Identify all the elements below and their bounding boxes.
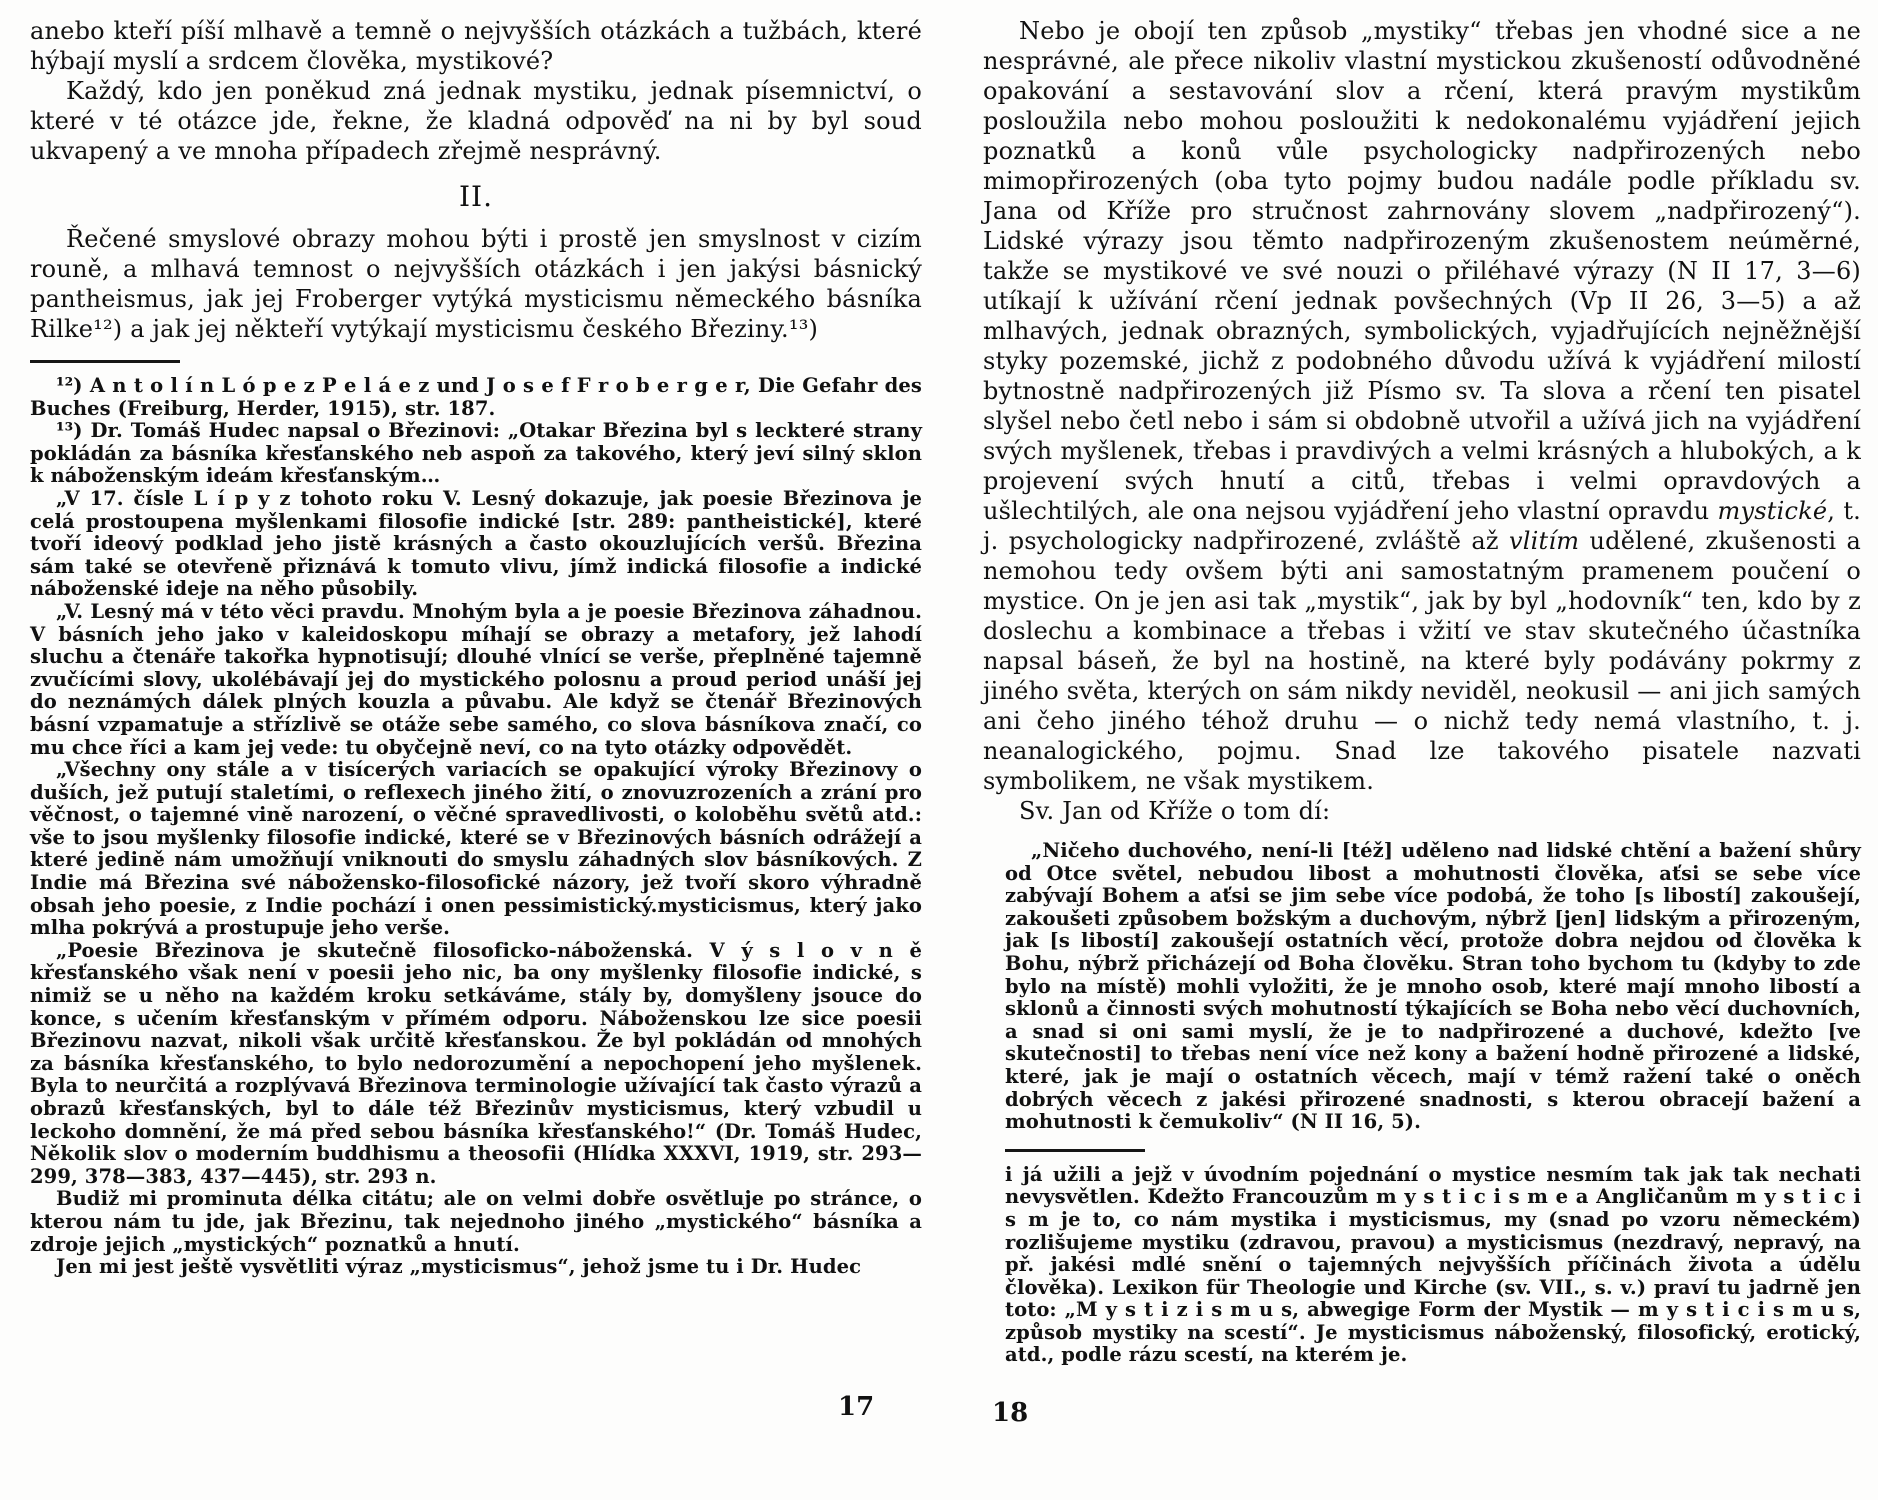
- body-paragraph: anebo kteří píší mlhavě a temně o nejvyšších otázkách a tužbách, které hýbají myslí a srdcem člověka, mystikové?: [30, 17, 922, 75]
- body-paragraph: Sv. Jan od Kříže o tom dí:: [1019, 797, 1331, 825]
- paragraph-segment: udělené, zkušenosti a nemohou tedy ovšem býti ani samostatným pramenem poučení o mystice. On je jen asi tak „mystik“, jak by byl „hodovník“ ten, kdo by z doslechu a kombinace a třebas i vžití ve stav skutečného účastníka napsal báseň, že byl na hostině, na které byly podávány pokrmy z jiného světa, kterých on sám nikdy neviděl, neokusil — ani jich samých ani čeho jiného téhož druhu — o nichž tedy nemá vlastního, t. j. neanalogického, pojmu. Snad lze takového pisatele nazvati symbolikem, ne však mystikem.: [983, 527, 1861, 795]
- footnote-paragraph: „V. Lesný má v této věci pravdu. Mnohým byla a je poesie Březinova záhadnou. V básních jeho jako v kaleidoskopu míhají se obrazy a metafory, jež lahodí sluchu a čtenáře takořka hypnotisují; dlouhé vlnící se verše, přeplněné tajemně zvučícími slovy, ukolébávají jej do mystického polosnu a proud period unáší jej do neznámých dálek plných kouzla a půvabu. Ale když se čtenář Březinových básní vzpamatuje a střízlivě se otáže sebe samého, co slova básníkova značí, co mu chce říci a kam jej vede: tu obyčejně neví, co na tyto otázky odpovědět.: [30, 599, 922, 759]
- paragraph-segment: Nebo je obojí ten způsob „mystiky“ třebas jen vhodné sice a ne nesprávné, ale přece nikoliv vlastní mystickou zkušeností odůvodněné opakování a sestavování slov a rčení, která pravým mystikům posloužila nebo mohou posloužiti k nedokonalému vyjádření jejich poznatků a konů vůle psychologicky nadpřirozených nebo mimopřirozených (oba tyto pojmy budou nadále podle příkladu sv. Jana od Kříže pro stručnost zahrnovány slovem „nadpřirozený“). Lidské výrazy jsou těmto nadpřirozeným zkušenostem neúměrné, takže se mystikové ve své nouzi o přiléhavé výrazy (N II 17, 3—6) utíkají k užívání rčení jednak povšechných (Vp II 26, 3—5) a až mlhavých, jednak obrazných, symbolických, vyjadřujících nejněžnější styky pozemské, jichž z podobného důvodu užívá k vyjádření milostí bytnostně nadpřirozených již Písmo sv. Ta slova a rčení ten pisatel slyšel nebo četl nebo i sám si obdobně utvořil a užívá jich na vyjádření svých myšlenek, třebas i pravdivých a velmi krásných a hlubokých, a k projevení svých hnutí a citů, třebas i velmi opravdových a ušlechtilých, ale ona nejsou vyjádření jeho vlastní opravdu: [983, 17, 1861, 525]
- italic-term: vlitím: [1509, 527, 1580, 555]
- footnote-rule: [30, 360, 180, 363]
- footnote-paragraph: ¹²) A n t o l í n L ó p e z P e l á e z und J o s e f F r o b e r g e r, Die Gefahr des Buches (Freiburg, Herder, 1915), str. 187.: [30, 374, 922, 420]
- footnote-paragraph: Jen mi jest ještě vysvětliti výraz „mysticismus“, jehož jsme tu i Dr. Hudec: [56, 1255, 862, 1279]
- body-paragraph: Řečené smyslové obrazy mohou býti i prostě jen smyslnost v cizím rouně, a mlhavá temnost o nejvyšších otázkách i jen jakýsi básnický pantheismus, jak jej Froberger vytýká mysticismu německého básníka Rilke¹²) a jak jej někteří vytýkají mysticismu českého Březiny.¹³): [30, 225, 922, 343]
- italic-term: mystické: [1717, 497, 1828, 525]
- right-page: [983, 16, 1861, 1367]
- footnote-paragraph: „Poesie Březinova je skutečně filosoficko-náboženská. V ý s l o v n ě křesťanského však není v poesii jeho nic, ba ony myšlenky filosofie indické, s nimiž se u něho na každém kroku setkáváme, stály by, domyšleny jsouce do konce, s učením křesťanským v přímém odporu. Náboženskou lze sice poesii Březinovu nazvat, nikoli však určitě křesťanskou. Že byl pokládán od mnohých za básníka křesťanského, to bylo nedorozumění a nepochopení jeho myšlenek. Byla to neurčitá a rozplývavá Březinova terminologie užívající tak často výrazů a obrazů křesťanských, byl to dále též Březinův mysticismus, který vzbudil u leckoho domnění, že má před sebou básníka křesťanského!“ (Dr. Tomáš Hudec, Několik slov o moderním buddhismu a theosofii (Hlídka XXXVI, 1919, str. 293—299, 378—383, 437—445), str. 293 n.: [30, 938, 922, 1188]
- footnote-rule: [1005, 1149, 1145, 1152]
- section-heading: II.: [458, 180, 494, 213]
- footnote-paragraph: „Všechny ony stále a v tisícerých variacích se opakující výroky Březinovy o duších, jež putují staletími, o reflexech jiného žití, o znovuzrozeních a zrání pro věčnost, o tajemné vině narození, o věčné spravedlivosti, o koloběhu světů atd.: vše to jsou myšlenky filosofie indické, které se v Březinových básních odrážejí a které jedině nám umožňují vniknouti do smyslu záhadných slov básníkových. Z Indie má Březina své nábožensko-filosofické názory, jež tvoří skoro výhradně obsah jeho poesie, z Indie pochází i onen pessimistický.mysticismus, který jako mlha pokrývá a prostupuje jeho verše.: [30, 758, 922, 940]
- page-number: 17: [838, 1392, 875, 1422]
- body-paragraph: [983, 16, 1861, 796]
- footnote-paragraph: Budiž mi prominuta délka citátu; ale on velmi dobře osvětluje po stránce, o kterou nám tu jde, jak Březinu, tak nejednoho jiného „mystického“ básníka a zdroje jejich „mystických“ poznatků a hnutí.: [30, 1187, 922, 1256]
- footnote-paragraph: „V 17. čísle L í p y z tohoto roku V. Lesný dokazuje, jak poesie Březinova je celá prostoupena myšlenkami filosofie indické [str. 289: pantheistické], které tvoří ideový podklad jeho jistě krásných a často okouzlujících veršů. Březina sám také se otevřeně přiznává k tomuto vlivu, jímž indická filosofie a indické náboženské ideje na něho působily.: [30, 486, 922, 601]
- quote-block: „Ničeho duchového, není-li [též] uděleno nad lidské chtění a bažení shůry od Otce světel, nebudou libost a mohutnosti člověka, aťsi se sebe více zabývají Bohem a aťsi se jim sebe více podobá, že toho [s libostí] zakoušejí, zakoušeti způsobem božským a duchovým, nýbrž [jen] lidským a přirozeným, jak [s libostí] zakoušejí ostatních věcí, protože dobra nejdou od člověka k Bohu, nýbrž přicházejí od Boha člověku. Stran toho bychom tu (kdyby to zde bylo na místě) mohli vyložiti, že je mnoho osob, které mají mnoho libostí a sklonů a činnosti svých mohutností týkajících se Boha nebo věcí duchovních, a snad si oni sami myslí, že je to nadpřirozené a duchové, kdežto [ve skutečnosti] to třebas není více než kony a bažení hodně přirozené a lidské, které, jak je mají o ostatních věcech, mají v témž ražení také o oněch dobrých věcech z jakési přirozené snadnosti, s kterou obracejí bažení a mohutnosti k čemukoliv“ (N II 16, 5).: [1005, 839, 1861, 1134]
- footnote-paragraph: ¹³) Dr. Tomáš Hudec napsal o Březinovi: „Otakar Březina byl s leckteré strany pokládán za básníka křesťanského neb aspoň za takového, který jeví silný sklon k náboženským ideám křesťanským…: [30, 419, 922, 488]
- page-number: 18: [992, 1398, 1029, 1428]
- left-page: [30, 16, 922, 1279]
- footnote-paragraph: i já užili a jejž v úvodním pojednání o mystice nesmím tak jak tak nechati nevysvětlen. Kdežto Francouzům m y s t i c i s m e a Angličanům m y s t i c i s m je to, co nám mystika i mysticismus, my (snad po vzoru německém) rozlišujeme mystiku (zdravou, pravou) a mysticismus (nezdravý, nepravý, na př. jakési mdlé snění o tajemných nejvyšších příčinách života a údělu člověka). Lexikon für Theologie und Kirche (sv. VII., s. v.) praví tu jadrně jen toto: „M y s t i z i s m u s, abwegige Form der Mystik — m y s t i c i s m u s, způsob mystiky na scestí“. Je mysticismus náboženský, filosofický, erotický, atd., podle rázu scestí, na kterém je.: [1005, 1162, 1861, 1367]
- body-paragraph: Každý, kdo jen poněkud zná jednak mystiku, jednak písemnictví, o které v té otázce jde, řekne, že kladná odpověď na ni by byl soud ukvapený a ve mnoha případech zřejmě nesprávný.: [30, 77, 922, 165]
- paragraph-segment: , t. j. psychologicky nadpřirozené, zvláště až: [983, 497, 1861, 555]
